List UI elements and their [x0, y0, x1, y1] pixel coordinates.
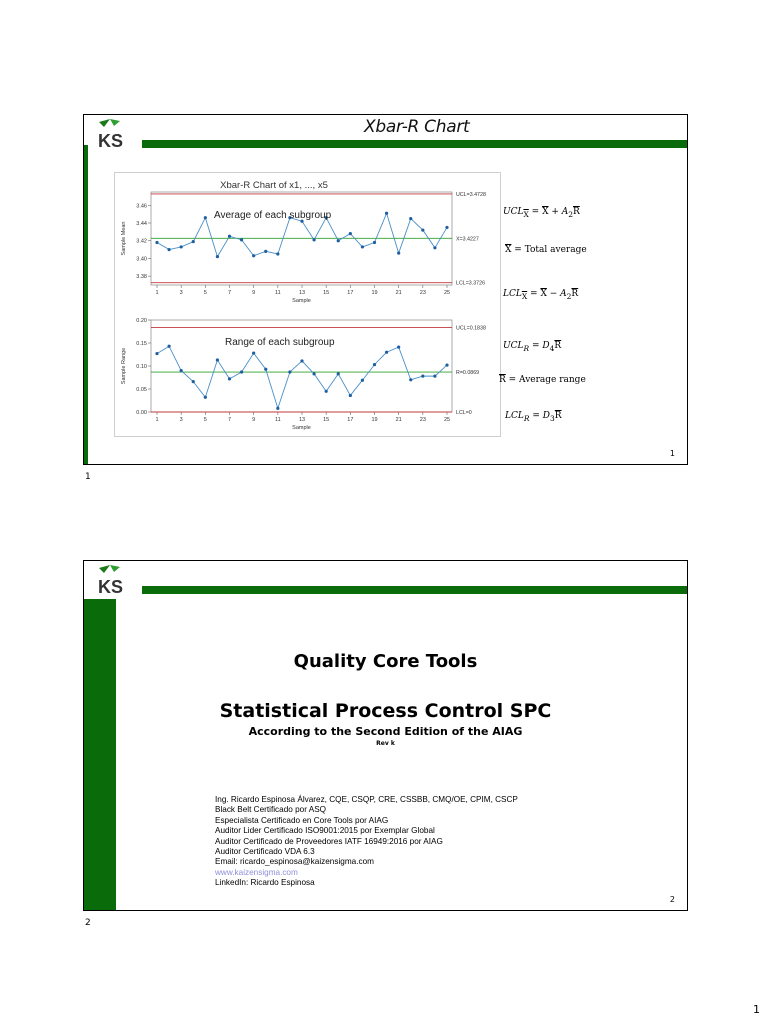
linkedin-line: LinkedIn: Ricardo Espinosa: [215, 878, 315, 888]
subgroup-annotation: Average of each subgroup: [214, 210, 332, 221]
subgroup-annotation: Range of each subgroup: [225, 337, 335, 348]
credit-line: Ing. Ricardo Espinosa Álvarez, CQE, CSQP, CRE, CSSBB, CMQ/OE, CPIM, CSCP: [215, 795, 518, 804]
page-label-2: 2: [85, 918, 91, 928]
x-tick-label: 25: [443, 417, 451, 423]
data-point: [445, 363, 448, 366]
credit-line: Auditor Certificado de Proveedores IATF 16949:2016 por AIAG: [215, 836, 443, 846]
x-tick-label: 21: [395, 290, 402, 296]
data-point: [167, 345, 170, 348]
x-tick-label: 3: [179, 290, 183, 296]
data-point: [445, 226, 448, 229]
slide-title: Xbar-R Chart: [364, 117, 470, 137]
formula-rbar-definition: $\overline{R}$ = Average range: [499, 375, 586, 385]
credit-line: Especialista Certificado en Core Tools por AIAG: [215, 815, 389, 825]
presentation-tagline: According to the Second Edition of the AIAG: [248, 725, 523, 738]
credit-line: Auditor Certificado VDA 6.3: [215, 847, 315, 857]
data-point: [252, 254, 255, 257]
page-number: 1: [753, 1003, 760, 1016]
presentation-subtitle: Statistical Process Control SPC: [219, 700, 552, 722]
left-green-bar: [84, 599, 116, 910]
revision-label: Rev k: [376, 740, 395, 747]
data-point: [216, 255, 219, 258]
data-point: [276, 252, 279, 255]
page-label-1: 1: [85, 472, 91, 482]
data-point: [337, 372, 340, 375]
x-tick-label: 13: [298, 290, 306, 296]
data-point: [204, 396, 207, 399]
slide-xbar-r-chart: [83, 114, 688, 465]
data-point: [264, 250, 267, 253]
data-point: [192, 240, 195, 243]
x-tick-label: 9: [252, 417, 256, 423]
credit-line: Email: ricardo_espinosa@kaizensigma.com: [215, 857, 374, 867]
data-point: [276, 407, 279, 410]
data-point: [240, 370, 243, 373]
y-tick-label: 3.44: [136, 221, 147, 227]
y-tick-label: 0.15: [136, 341, 147, 347]
data-point: [180, 245, 183, 248]
x-axis-label: Sample: [292, 298, 311, 304]
y-tick-label: 0.20: [136, 318, 147, 324]
ucl-label: UCL=0.1838: [456, 325, 486, 332]
x-tick-label: 19: [371, 417, 378, 423]
formula-ucl-x: $UCL_{\overline{X}} = \overline{X} + A_2\overline{R}$: [503, 207, 580, 219]
slide-title-page: [83, 560, 688, 911]
kaizen-sigma-logo: [96, 565, 130, 595]
x-tick-label: 15: [323, 417, 330, 423]
x-tick-label: 23: [419, 417, 426, 423]
x-tick-label: 21: [395, 417, 402, 423]
data-point: [288, 370, 291, 373]
x-tick-label: 5: [203, 417, 207, 423]
data-point: [228, 235, 231, 238]
x-tick-label: 3: [179, 417, 183, 423]
data-point: [409, 217, 412, 220]
y-axis-label: Sample Mean: [121, 221, 127, 256]
formula-xbar-definition: $\overline{X}$ = Total average: [505, 245, 587, 255]
data-point: [385, 212, 388, 215]
presentation-title: Quality Core Tools: [293, 651, 478, 672]
x-axis-label: Sample: [292, 425, 311, 431]
slide-number: 2: [669, 895, 675, 904]
x-tick-label: 25: [443, 290, 451, 296]
data-point: [349, 232, 352, 235]
data-point: [361, 379, 364, 382]
x-tick-label: 17: [347, 290, 354, 296]
website-link[interactable]: www.kaizensigma.com: [215, 867, 298, 877]
data-point: [252, 352, 255, 355]
data-point: [373, 241, 376, 244]
data-point: [167, 248, 170, 251]
data-point: [312, 238, 315, 241]
x-tick-label: 15: [323, 290, 330, 296]
x-tick-label: 7: [227, 290, 232, 296]
data-point: [300, 359, 303, 362]
data-point: [155, 241, 158, 244]
ucl-label: UCL=3.4728: [456, 191, 486, 198]
y-tick-label: 3.38: [136, 274, 147, 281]
x-tick-label: 17: [347, 417, 354, 423]
formula-lcl-x: $LCL_{\overline{X}} = \overline{X} - A_2\overline{R}$: [503, 289, 579, 301]
data-point: [204, 216, 207, 219]
x-tick-label: 9: [252, 290, 256, 296]
svg-text:KS: KS: [98, 131, 124, 149]
lcl-label: LCL=3.3726: [456, 280, 486, 287]
data-point: [397, 252, 400, 255]
data-point: [192, 380, 195, 383]
center-label: R=0.0869: [456, 370, 480, 377]
data-point: [325, 390, 328, 393]
center-label: X=3.4227: [456, 236, 479, 243]
data-point: [373, 363, 376, 366]
kaizen-sigma-logo: [96, 119, 130, 149]
x-tick-label: 1: [155, 417, 159, 423]
slide-number: 1: [669, 449, 675, 458]
y-tick-label: 0.00: [136, 410, 147, 416]
x-tick-label: 7: [227, 417, 232, 423]
x-tick-label: 13: [298, 417, 306, 423]
data-point: [264, 368, 267, 371]
data-point: [349, 394, 352, 397]
y-tick-label: 0.10: [136, 364, 147, 370]
data-point: [337, 239, 340, 242]
svg-text:KS: KS: [98, 577, 124, 595]
left-green-bar: [84, 145, 88, 464]
data-point: [385, 351, 388, 354]
data-point: [433, 375, 436, 378]
data-point: [361, 245, 364, 248]
data-point: [155, 352, 158, 355]
data-point: [180, 369, 183, 372]
y-tick-label: 3.40: [136, 256, 147, 263]
y-tick-label: 3.42: [136, 238, 147, 245]
y-tick-label: 3.46: [136, 203, 147, 210]
credit-line: Black Belt Certificado por ASQ: [215, 805, 327, 815]
x-tick-label: 11: [274, 290, 281, 296]
x-tick-label: 19: [371, 290, 378, 296]
data-point: [240, 238, 243, 241]
credit-line: Auditor Lider Certificado ISO9001:2015 por Exemplar Global: [215, 826, 435, 836]
data-point: [216, 358, 219, 361]
x-tick-label: 11: [274, 417, 281, 423]
x-tick-label: 23: [419, 290, 426, 296]
y-tick-label: 0.05: [136, 387, 147, 393]
header-green-bar: [142, 140, 687, 148]
data-point: [409, 378, 412, 381]
data-point: [228, 377, 231, 380]
x-tick-label: 5: [203, 290, 207, 296]
header-green-bar: [142, 586, 687, 594]
formula-lcl-r: $LCL_R = D_3\overline{R}$: [505, 411, 562, 423]
chart-title: Xbar-R Chart of x1, ..., x5: [220, 180, 328, 191]
formula-ucl-r: $UCL_R = D_4\overline{R}$: [503, 341, 562, 353]
lcl-label: LCL=0: [456, 410, 472, 416]
data-point: [421, 228, 424, 231]
data-point: [433, 246, 436, 249]
data-point: [312, 372, 315, 375]
data-point: [397, 346, 400, 349]
y-axis-label: Sample Range: [121, 347, 127, 385]
x-tick-label: 1: [155, 290, 159, 296]
data-point: [421, 375, 424, 378]
author-credits: [215, 795, 518, 889]
xbar-r-chart: [114, 172, 501, 437]
